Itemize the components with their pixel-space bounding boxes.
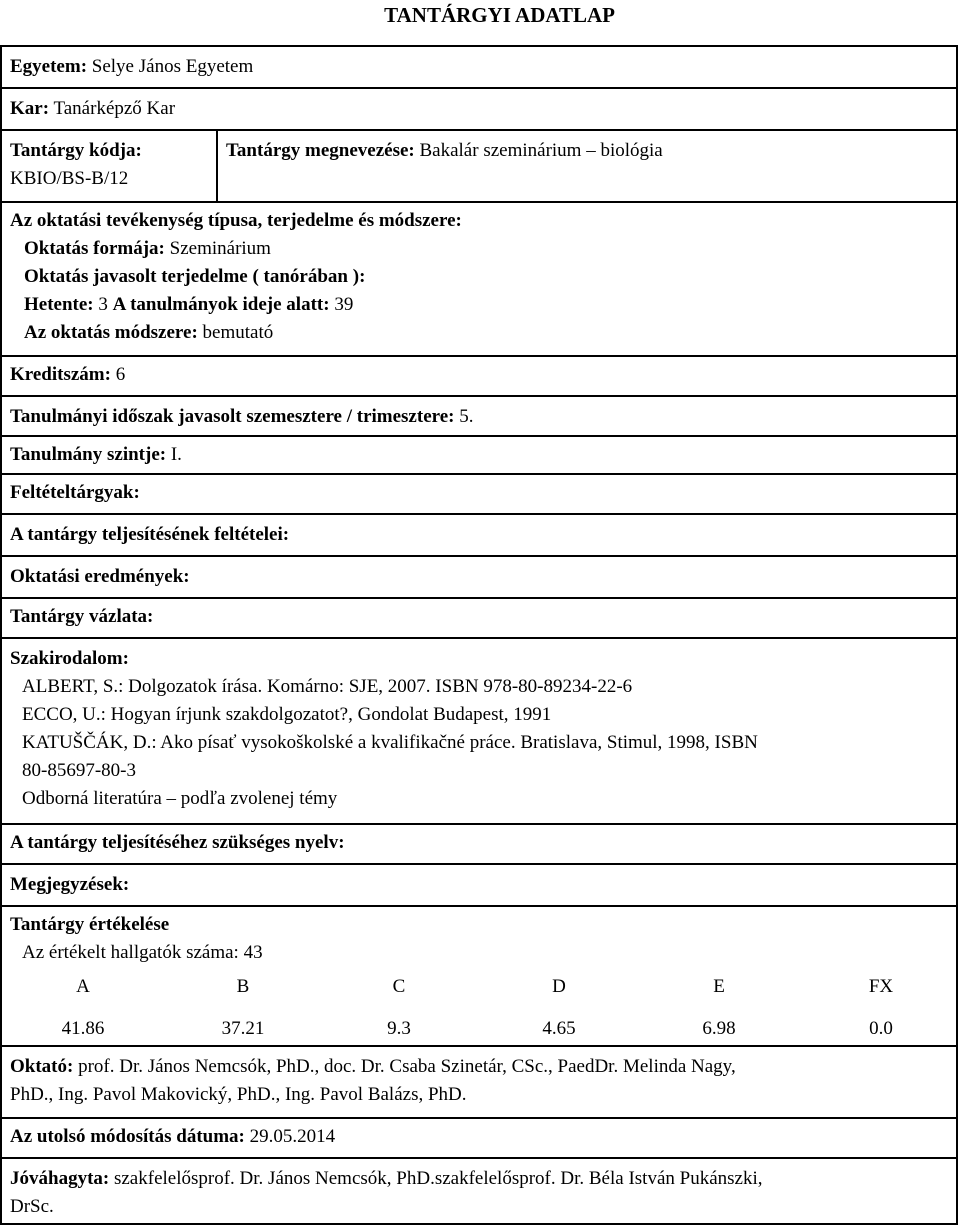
university-value: Selye János Egyetem — [91, 56, 254, 77]
outcomes-row — [2, 555, 956, 597]
literature-label: Szakirodalom: — [10, 648, 129, 669]
course-name-label: Tantárgy megnevezése: — [226, 140, 415, 161]
prerequisites-row — [2, 473, 956, 513]
credits-label: Kreditszám: — [10, 364, 111, 385]
grade-values-row — [2, 1015, 956, 1045]
university-row — [2, 47, 956, 87]
page-title: TANTÁRGYI ADATLAP — [384, 3, 615, 27]
teaching-row — [2, 201, 956, 355]
credits-row — [2, 355, 956, 395]
faculty-row — [2, 87, 956, 129]
grade-value: 6.98 — [702, 1018, 736, 1039]
language-row — [2, 823, 956, 863]
total-label: A tanulmányok ideje alatt: — [112, 294, 330, 315]
grade-label: C — [392, 976, 406, 997]
prerequisites-label: Feltételtárgyak: — [10, 482, 140, 503]
grade-value: 4.65 — [542, 1018, 576, 1039]
last-modified-label: Az utolsó módosítás dátuma: — [10, 1126, 245, 1147]
literature-item: Odborná literatúra – podľa zvolenej témy — [22, 788, 338, 809]
conditions-label: A tantárgy teljesítésének feltételei: — [10, 524, 290, 545]
outline-row — [2, 597, 956, 637]
evaluated-count-label: Az értékelt hallgatók száma: — [22, 942, 239, 963]
notes-label: Megjegyzések: — [10, 874, 130, 895]
approval-line-2: DrSc. — [10, 1196, 54, 1217]
course-datasheet — [0, 45, 958, 1225]
course-name-value: Bakalár szeminárium – biológia — [419, 140, 663, 161]
teaching-form-label: Oktatás formája: — [24, 238, 165, 259]
approval-row — [2, 1157, 956, 1223]
faculty-value: Tanárképző Kar — [53, 98, 176, 119]
semester-value: 5. — [459, 406, 474, 427]
semester-label: Tanulmányi időszak javasolt szemesztere / trimesztere: — [10, 406, 455, 427]
literature-item: KATUŠČÁK, D.: Ako písať vysokoškolské a kvalifikačné práce. Bratislava, Stimul, 1998, ISBN — [22, 732, 758, 753]
weekly-value: 3 — [98, 294, 108, 315]
lecturer-line-2: PhD., Ing. Pavol Makovický, PhD., Ing. Pavol Balázs, PhD. — [10, 1084, 467, 1105]
evaluated-count-value: 43 — [243, 942, 263, 963]
grade-label: E — [713, 976, 725, 997]
lecturer-label: Oktató: — [10, 1056, 74, 1077]
level-label: Tanulmány szintje: — [10, 444, 167, 465]
semester-row — [2, 395, 956, 435]
grade-value: 9.3 — [387, 1018, 411, 1039]
grade-value: 41.86 — [61, 1018, 105, 1039]
last-modified-row — [2, 1117, 956, 1157]
university-label: Egyetem: — [10, 56, 88, 77]
level-value: I. — [170, 444, 182, 465]
literature-row — [2, 637, 956, 823]
approval-line-1: szakfelelősprof. Dr. János Nemcsók, PhD.szakfelelősprof. Dr. Béla István Pukánszki, — [113, 1168, 763, 1189]
total-value: 39 — [334, 294, 354, 315]
lecturer-row — [2, 1045, 956, 1117]
evaluation-label: Tantárgy értékelése — [10, 914, 170, 935]
grade-label: D — [552, 976, 566, 997]
approval-label: Jóváhagyta: — [10, 1168, 110, 1189]
teaching-form-value: Szeminárium — [169, 238, 271, 259]
last-modified-value: 29.05.2014 — [249, 1126, 336, 1147]
course-code-row — [2, 129, 956, 201]
literature-item: ECCO, U.: Hogyan írjunk szakdolgozatot?, Gondolat Budapest, 1991 — [22, 704, 552, 725]
grade-label: FX — [868, 976, 894, 997]
grade-value: 37.21 — [221, 1018, 265, 1039]
method-label: Az oktatás módszere: — [24, 322, 198, 343]
literature-item: 80-85697-80-3 — [22, 760, 136, 781]
faculty-label: Kar: — [10, 98, 50, 119]
conditions-row — [2, 513, 956, 555]
grade-label: B — [236, 976, 250, 997]
grade-label: A — [76, 976, 90, 997]
language-label: A tantárgy teljesítéséhez szükséges nyelv: — [10, 832, 345, 853]
course-code-value: KBIO/BS-B/12 — [10, 168, 129, 189]
lecturer-line-1: prof. Dr. János Nemcsók, PhD., doc. Dr. Csaba Szinetár, CSc., PaedDr. Melinda Nagy, — [78, 1056, 736, 1077]
notes-row — [2, 863, 956, 905]
literature-item: ALBERT, S.: Dolgozatok írása. Komárno: SJE, 2007. ISBN 978-80-89234-22-6 — [22, 676, 633, 697]
teaching-heading: Az oktatási tevékenység típusa, terjedelme és módszere: — [10, 210, 462, 231]
level-row — [2, 435, 956, 473]
outline-label: Tantárgy vázlata: — [10, 606, 154, 627]
course-code-label: Tantárgy kódja: — [10, 140, 142, 161]
credits-value: 6 — [115, 364, 126, 385]
teaching-scope-label: Oktatás javasolt terjedelme ( tanórában ): — [24, 266, 366, 287]
grade-header-row — [2, 973, 956, 1003]
evaluation-row — [2, 905, 956, 1045]
grade-value: 0.0 — [869, 1018, 893, 1039]
method-value: bemutató — [202, 322, 274, 343]
weekly-label: Hetente: — [24, 294, 94, 315]
outcomes-label: Oktatási eredmények: — [10, 566, 190, 587]
